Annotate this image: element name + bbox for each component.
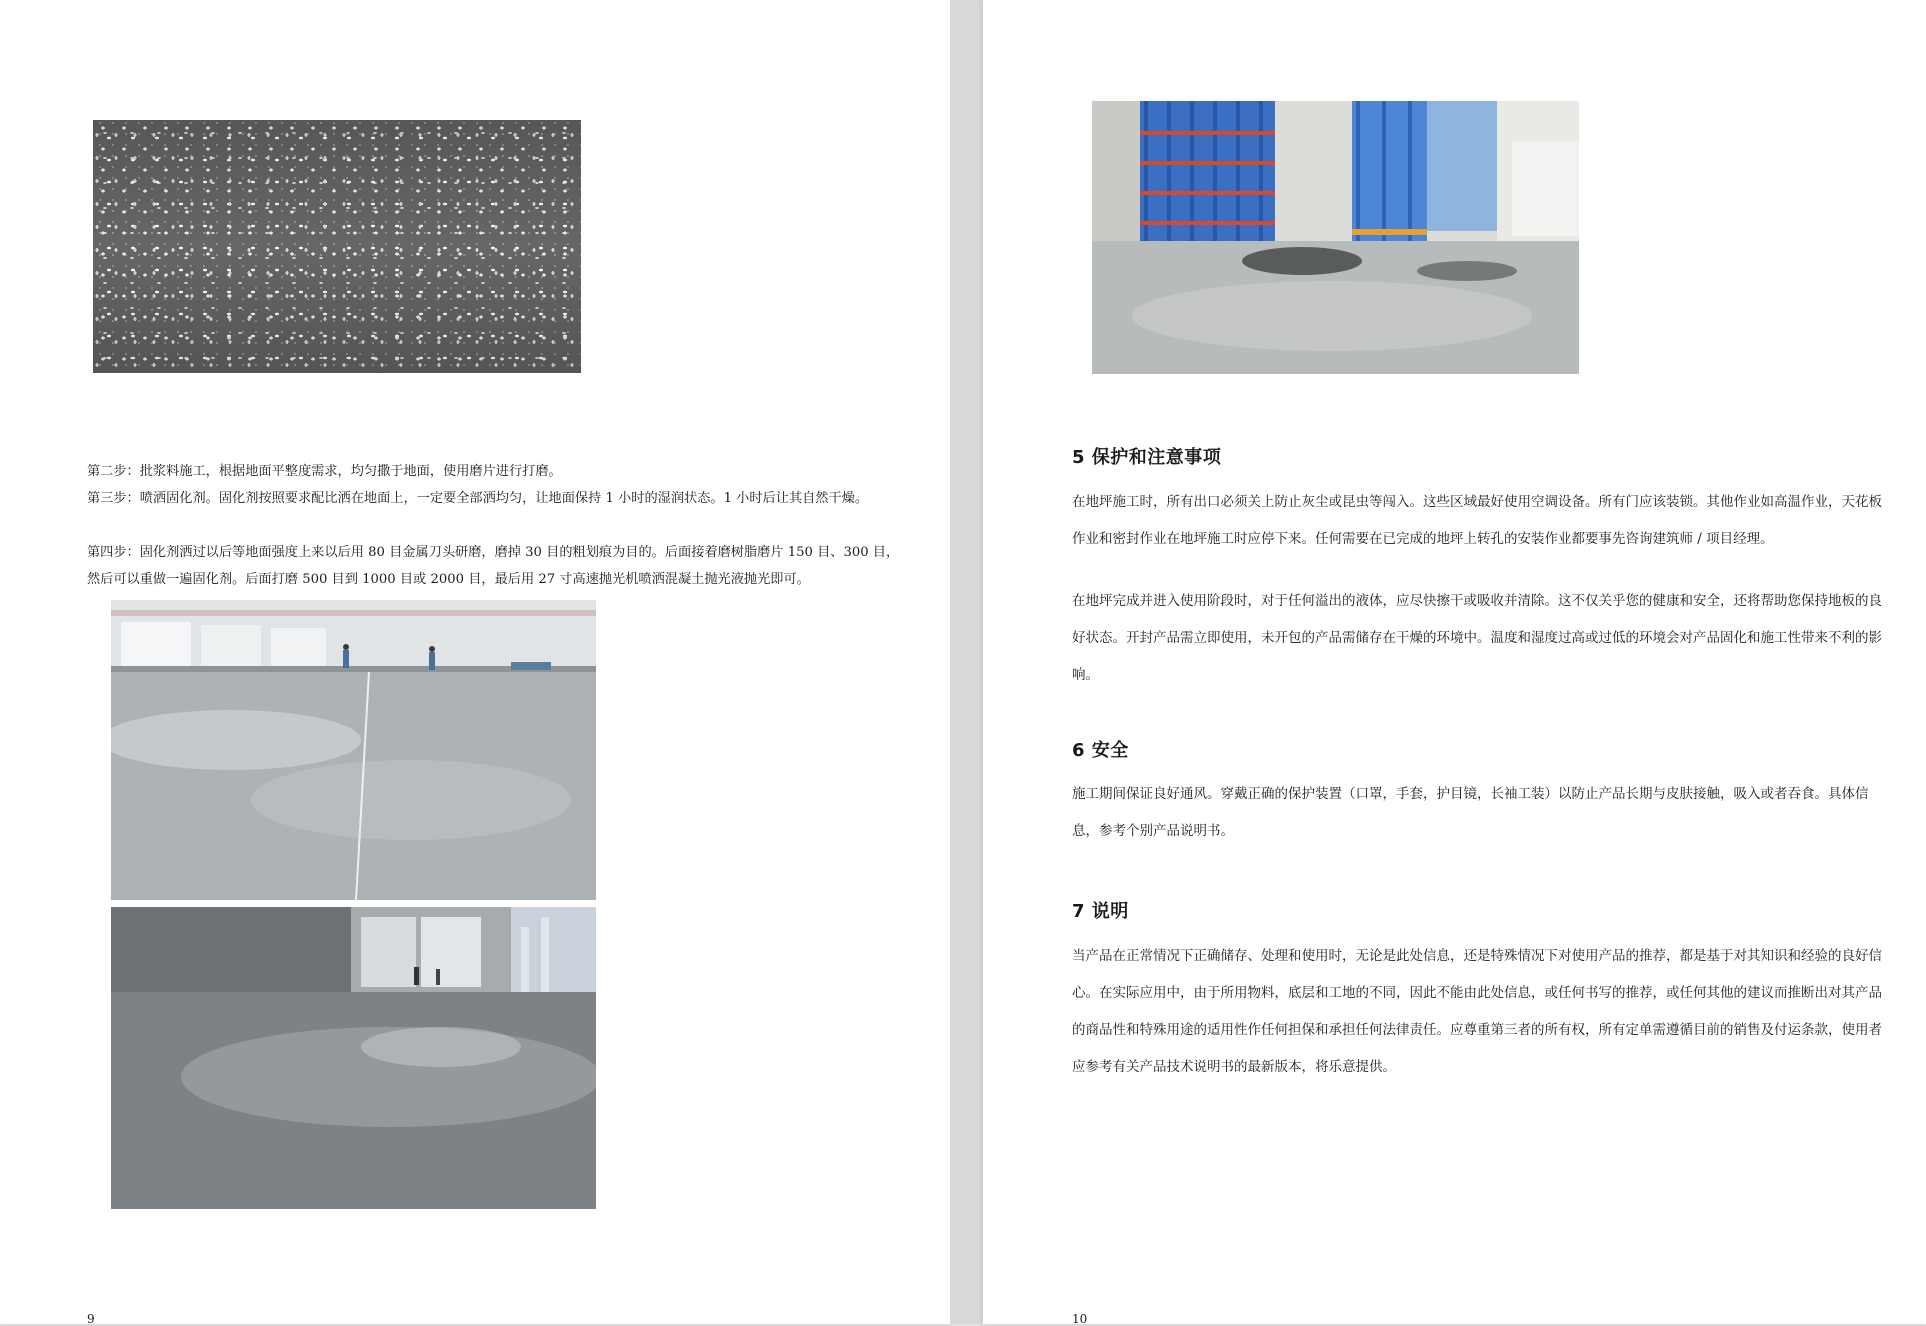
page-number-left: 9 — [87, 1312, 95, 1326]
step-three-text: 第三步：喷洒固化剂。固化剂按照要求配比洒在地面上，一定要全部洒均匀，让地面保持 1 小时的湿润状态。1 小时后让其自然干燥。 — [87, 491, 869, 506]
document-page-left — [0, 0, 950, 1324]
document-page-right — [983, 0, 1926, 1324]
section-heading-protection: 5 保护和注意事项 — [1072, 447, 1222, 468]
page-gutter — [950, 0, 983, 1324]
section-notes-paragraph: 当产品在正常情况下正确储存、处理和使用时，无论是此处信息，还是特殊情况下对使用产品的推荐，都是基于对其知识和经验的良好信心。在实际应用中，由于所用物料，底层和工地的不同，因此不能由此处信息，或任何书写的推荐，或任何其他的建议而推断出对其产品的商品性和特殊用途的适用性作任何担保和承担任何法律责任。应尊重第三者的所有权，所有定单需遵循目前的销售及付运条款，使用者应参考有关产品技术说明书的最新版本，将乐意提供。 — [1072, 948, 1882, 1075]
step-four-text: 第四步：固化剂洒过以后等地面强度上来以后用 80 目金属刀头研磨，磨掉 30 目的粗划痕为目的。后面接着磨树脂磨片 150 目、300 目，然后可以重做一遍固化剂。后面打磨 500 目到 1000 目或 2000 目，最后用 27 寸高速抛光机喷洒混凝土抛光液抛光即可。 — [87, 545, 900, 587]
section-safety-paragraph: 施工期间保证良好通风。穿戴正确的保护装置（口罩，手套，护目镜，长袖工装）以防止产品长期与皮肤接触，吸入或者吞食。具体信息，参考个别产品说明书。 — [1072, 786, 1869, 839]
polished-floor-reflection-photo — [111, 907, 596, 1209]
section-protection-paragraph-2: 在地坪完成并进入使用阶段时，对于任何溢出的液体，应尽快擦干或吸收并清除。这不仅关乎您的健康和安全，还将帮助您保持地板的良好状态。开封产品需立即使用，未开包的产品需储存在干燥的环境中。温度和湿度过高或过低的环境会对产品固化和施工性带来不利的影响。 — [1072, 593, 1882, 683]
page-number-right: 10 — [1072, 1312, 1088, 1326]
section-heading-safety: 6 安全 — [1072, 740, 1129, 761]
section-protection-paragraph-1: 在地坪施工时，所有出口必须关上防止灰尘或昆虫等闯入。这些区域最好使用空调设备。所有门应该装锁。其他作业如高温作业，天花板作业和密封作业在地坪施工时应停下来。任何需要在已完成的地坪上转孔的安装作业都要事先咨询建筑师 / 项目经理。 — [1072, 494, 1882, 547]
section-heading-notes: 7 说明 — [1072, 901, 1129, 922]
polished-floor-workers-photo — [111, 600, 596, 900]
warehouse-floor-photo — [1092, 101, 1579, 374]
step-two-text: 第二步：批浆料施工，根据地面平整度需求，均匀撒于地面，使用磨片进行打磨。 — [87, 464, 562, 479]
terrazzo-floor-photo — [93, 120, 581, 373]
